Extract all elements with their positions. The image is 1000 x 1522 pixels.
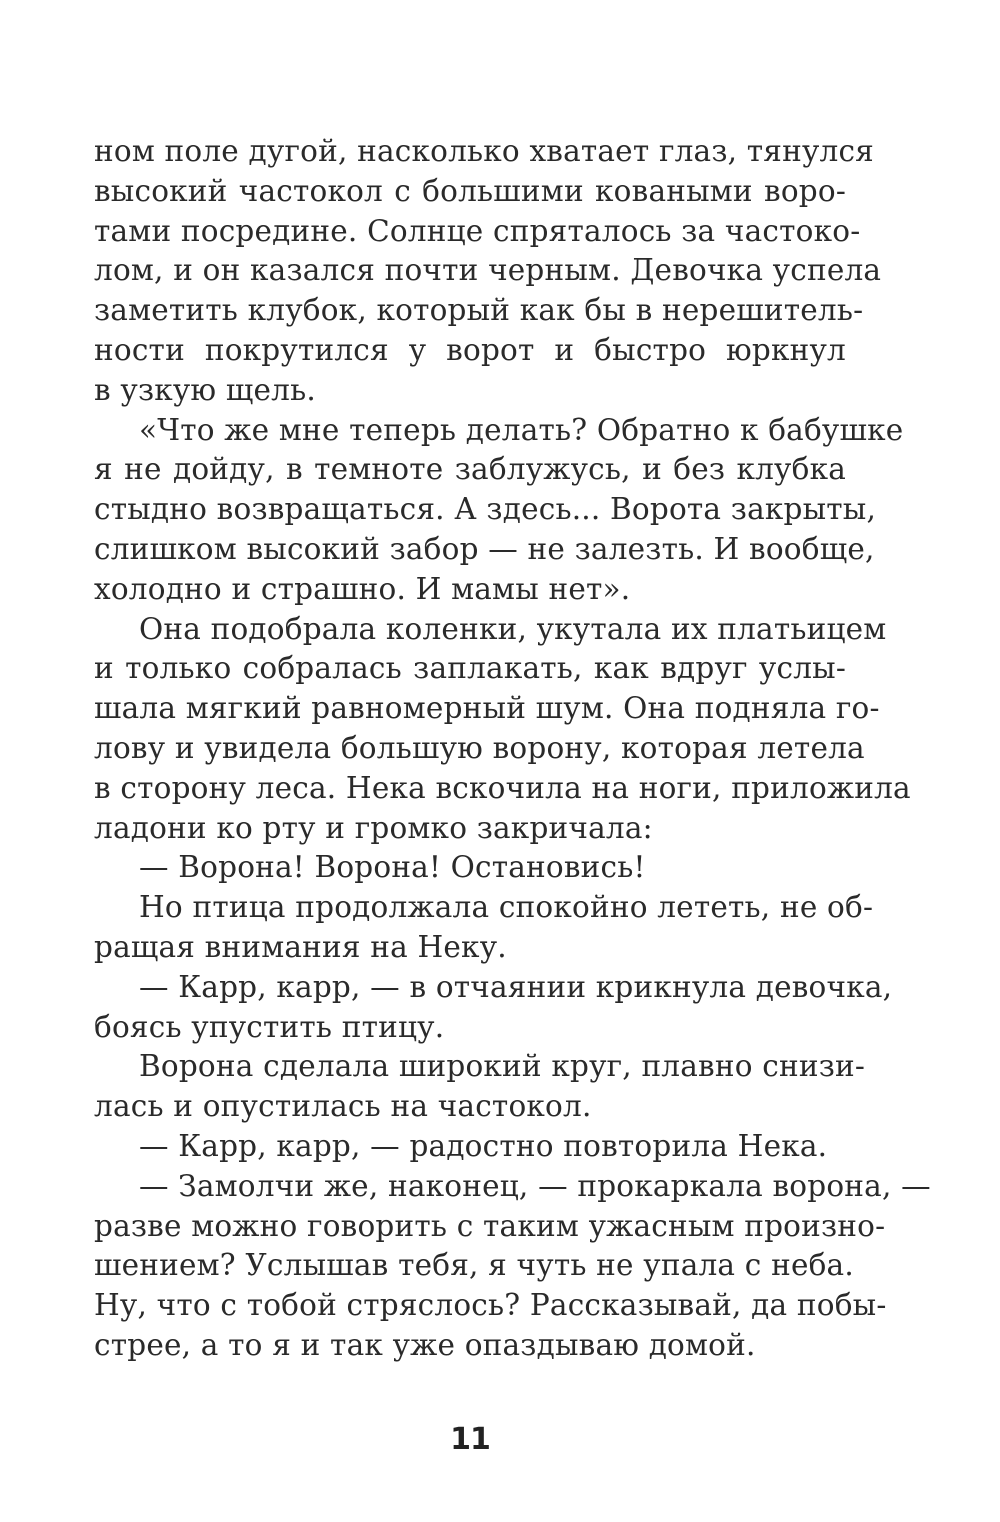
text-line: шением? Услышав тебя, я чуть не упала с неба.: [94, 1248, 854, 1283]
text-line: высокий частокол с большими коваными воро-: [94, 173, 846, 208]
text-line: боясь упустить птицу.: [94, 1009, 445, 1044]
text-line: ности покрутился у ворот и быстро юркнул: [94, 332, 846, 367]
text-line: заметить клубок, который как бы в нерешитель-: [94, 293, 864, 328]
text-line: Ну, что с тобой стряслось? Рассказывай, да побы-: [94, 1288, 887, 1323]
text-line: разве можно говорить с таким ужасным произно-: [94, 1208, 886, 1243]
text-line: ладони ко рту и громко закричала:: [94, 810, 653, 845]
text-line: я не дойду, в темноте заблужусь, и без клубка: [94, 452, 846, 487]
text-line: стрее, а то я и так уже опаздываю домой.: [94, 1327, 756, 1362]
text-line: тами посредине. Солнце спряталось за частоко-: [94, 213, 861, 248]
text-line: Но птица продолжала спокойно лететь, не об-: [139, 890, 874, 925]
text-line: — Замолчи же, наконец, — прокаркала ворона, —: [139, 1168, 931, 1203]
text-line: — Ворона! Ворона! Остановись!: [139, 850, 646, 885]
text-line: Ворона сделала широкий круг, плавно снизи-: [139, 1049, 866, 1084]
text-line: ном поле дугой, насколько хватает глаз, тянулся: [94, 134, 874, 168]
body-text: [94, 132, 931, 1366]
page-number: 11: [450, 1422, 490, 1457]
text-line: в узкую щель.: [94, 372, 316, 407]
text-line: стыдно возвращаться. А здесь... Ворота закрыты,: [94, 492, 877, 527]
text-line: Она подобрала коленки, укутала их платьицем: [139, 611, 887, 646]
text-line: и только собралась заплакать, как вдруг услы-: [94, 651, 846, 686]
text-line: — Карр, карр, — радостно повторила Нека.: [139, 1128, 828, 1163]
text-line: лом, и он казался почти черным. Девочка успела: [94, 253, 882, 288]
text-line: — Карр, карр, — в отчаянии крикнула девочка,: [139, 969, 893, 1004]
text-line: в сторону леса. Нека вскочила на ноги, приложила: [94, 770, 911, 805]
text-line: лову и увидела большую ворону, которая летела: [94, 730, 865, 765]
text-line: ращая внимания на Неку.: [94, 929, 507, 964]
text-line: слишком высокий забор — не залезть. И вообще,: [94, 531, 875, 566]
text-line: холодно и страшно. И мамы нет».: [94, 571, 631, 606]
text-line: лась и опустилась на частокол.: [94, 1089, 592, 1124]
text-line: «Что же мне теперь делать? Обратно к бабушке: [139, 412, 904, 447]
text-line: шала мягкий равномерный шум. Она подняла го-: [94, 691, 880, 726]
